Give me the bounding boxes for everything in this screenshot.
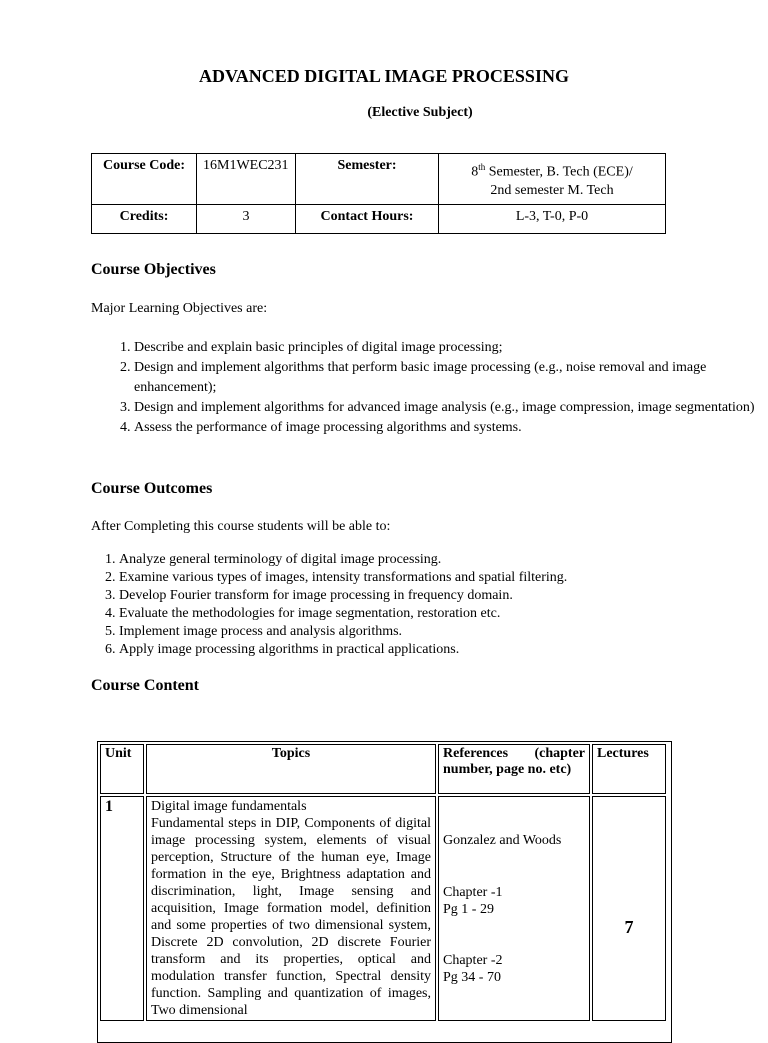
outcome-item: 5. Implement image process and analysis algorithms. <box>119 623 749 641</box>
table-row <box>100 796 666 1021</box>
outcome-item: 4. Evaluate the methodologies for image segmentation, restoration etc. <box>119 605 749 623</box>
objectives-heading: Course Objectives <box>91 261 216 278</box>
credits-value: 3 <box>197 204 296 233</box>
reference-book: Gonzalez and Woods <box>443 833 562 848</box>
semester-line2: 2nd semester M. Tech <box>490 182 614 198</box>
objectives-list <box>91 338 764 438</box>
reference-chapter-2: Chapter -2 <box>443 953 503 968</box>
semester-value <box>439 154 666 205</box>
col-header-lectures: Lectures <box>592 744 666 794</box>
topic-title: Digital image fundamentals <box>151 799 307 814</box>
course-content-table <box>98 742 668 1023</box>
reference-pages-1: Pg 1 - 29 <box>443 902 494 917</box>
semester-number: 8 <box>471 164 479 180</box>
objective-item: 3. Design and implement algorithms for advanced image analysis (e.g., image compression, image segmentation) <box>134 398 764 418</box>
objective-item: 2. Design and implement algorithms that perform basic image processing (e.g., noise removal and image enhancement); <box>134 358 764 398</box>
unit-number: 1 <box>100 796 144 1021</box>
contact-hours-value: L-3, T-0, P-0 <box>439 204 666 233</box>
semester-label: Semester: <box>296 154 439 205</box>
outcomes-intro: After Completing this course students will be able to: <box>91 519 391 534</box>
outcome-item: 6. Apply image processing algorithms in practical applications. <box>119 641 749 659</box>
course-title: ADVANCED DIGITAL IMAGE PROCESSING <box>199 66 569 86</box>
outcome-item: 2. Examine various types of images, intensity transformations and spatial filtering. <box>119 569 749 587</box>
content-table-frame <box>97 741 672 1043</box>
contact-hours-label: Contact Hours: <box>296 204 439 233</box>
reference-chapter-1: Chapter -1 <box>443 885 503 900</box>
credits-label: Credits: <box>92 204 197 233</box>
topic-body: Fundamental steps in DIP, Components of digital image processing system, elements of visual perception, Structure of the human eye, Image formation in the eye, Brightness adaptation and discrimination, light, Image sensing and acquisition, Image formation model, definition and some properties of two dimensional system, Discrete 2D convolution, 2D discrete Fourier transform and its properties, optical and modulation transfer function, Spectral density function. Sampling and quantization of images, Two dimensional <box>151 816 431 1018</box>
semester-line1: Semester, B. Tech (ECE)/ <box>485 164 633 180</box>
topic-cell <box>146 796 436 1021</box>
col-header-unit: Unit <box>100 744 144 794</box>
course-code-value: 16M1WEC231 <box>197 154 296 205</box>
lectures-count: 7 <box>592 796 666 1021</box>
outcomes-heading: Course Outcomes <box>91 480 213 497</box>
outcome-item: 3. Develop Fourier transform for image processing in frequency domain. <box>119 587 749 605</box>
content-heading: Course Content <box>91 677 199 694</box>
objective-item: 1. Describe and explain basic principles of digital image processing; <box>134 338 764 358</box>
course-code-label: Course Code: <box>92 154 197 205</box>
course-info-table <box>91 153 666 234</box>
references-cell <box>438 796 590 1021</box>
semester-superscript: th <box>478 162 486 172</box>
reference-pages-2: Pg 34 - 70 <box>443 970 501 985</box>
objective-item: 4. Assess the performance of image processing algorithms and systems. <box>134 418 764 438</box>
course-subtitle: (Elective Subject) <box>367 105 473 120</box>
outcome-item: 1. Analyze general terminology of digital image processing. <box>119 551 749 569</box>
outcomes-list <box>91 551 749 659</box>
col-header-topics: Topics <box>146 744 436 794</box>
objectives-intro: Major Learning Objectives are: <box>91 301 268 316</box>
col-header-references: References (chapter number, page no. etc) <box>438 744 590 794</box>
